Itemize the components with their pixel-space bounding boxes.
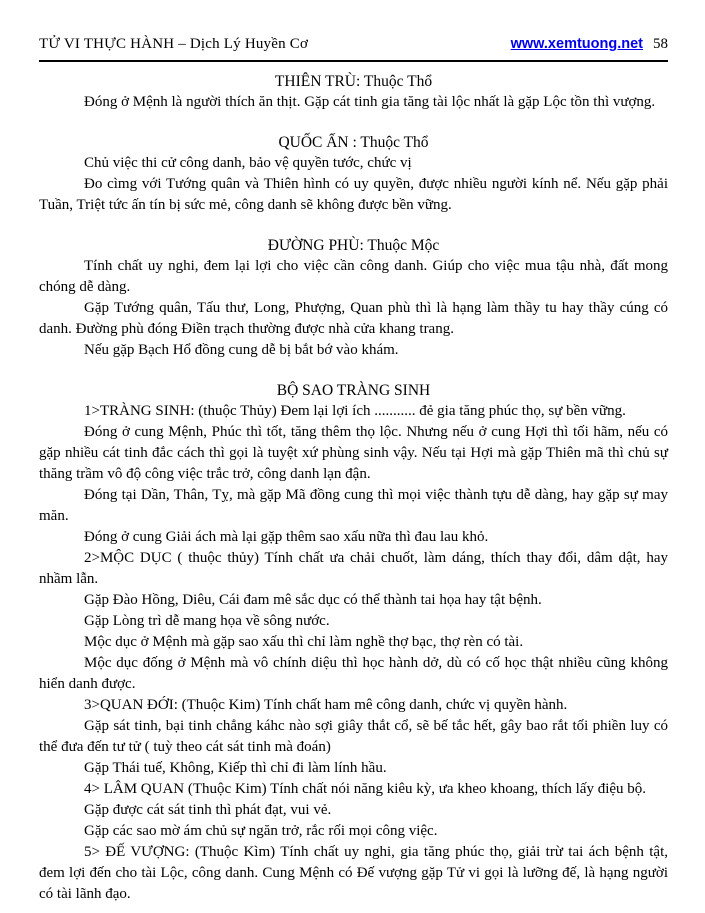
paragraph: 3>QUAN ĐỚI: (Thuộc Kim) Tính chất ham mê công danh, chức vị quyền hành. [84, 697, 568, 713]
section-heading: THIÊN TRÙ: Thuộc Thổ [274, 73, 433, 90]
paragraph: Gặp Tướng quân, Tấu thư, Long, Phượng, Quan phù thì là hạng làm thầy tu hay thầy cúng có danh. Đường phù đóng Điền trạch thường được nhà cửa khang trang. [39, 300, 668, 337]
paragraph: Mộc dục ở Mệnh mà gặp sao xấu thì chỉ làm nghề thợ bạc, thợ rèn có tài. [84, 634, 524, 650]
paragraph: Gặp Thái tuế, Không, Kiếp thì chỉ đi làm lính hầu. [84, 760, 387, 776]
paragraph: Nếu gặp Bạch Hổ đồng cung dễ bị bắt bớ vào khám. [84, 342, 399, 358]
section-thien-tru [39, 71, 668, 113]
section-heading: BỘ SAO TRÀNG SINH [276, 382, 431, 399]
paragraph: Gặp các sao mờ ám chủ sự ngăn trở, rắc rối mọi công việc. [84, 823, 438, 839]
paragraph: Chủ việc thi cử công danh, bảo vệ quyền tước, chức vị [84, 155, 412, 171]
document-title: TỬ VI THỰC HÀNH – Dịch Lý Huyền Cơ [39, 36, 309, 52]
paragraph: Gặp Lòng trì dễ mang họa về sông nước. [84, 613, 330, 629]
section-bo-sao-trang-sinh [39, 380, 668, 905]
section-quoc-an [39, 132, 668, 216]
paragraph: Đóng ở Mệnh là người thích ăn thịt. Gặp cát tinh gia tăng tài lộc nhất là gặp Lộc tồn thì vượng. [84, 94, 656, 110]
site-link[interactable]: www.xemtuong.net [510, 36, 643, 52]
header-rule [39, 60, 668, 62]
paragraph: Gặp được cát sát tinh thì phát đạt, vui vẻ. [84, 802, 332, 818]
section-heading: QUỐC ẤN : Thuộc Thổ [278, 134, 429, 151]
paragraph: Tính chất uy nghi, đem lại lợi cho việc cần công danh. Giúp cho việc mua tậu nhà, đất mong chóng dễ dàng. [39, 258, 668, 295]
paragraph: Đóng tại Dần, Thân, Tỵ, mà gặp Mã đồng cung thì mọi việc thành tựu dễ dàng, hay gặp sự may măn. [39, 487, 668, 524]
page-header [39, 36, 668, 53]
section-duong-phu [39, 235, 668, 361]
paragraph: 2>MỘC DỤC ( thuộc thủy) Tính chất ưa chải chuốt, làm dáng, thích thay đổi, dâm dật, hay nhầm lẫn. [39, 550, 668, 587]
paragraph: Đóng ở cung Giải ách mà lại gặp thêm sao xấu nữa thì đau lau khỏ. [84, 529, 489, 545]
section-heading: ĐƯỜNG PHÙ: Thuộc Mộc [267, 237, 440, 254]
paragraph: Đóng ở cung Mệnh, Phúc thì tốt, tăng thêm thọ lộc. Nhưng nếu ở cung Hợi thì tối hãm, nếu có gặp nhiều cát tinh đắc cách thì gọi là tuyệt xứ phùng sinh vậy. Nếu tại Hợi mà gặp Thiên mã thì chủ sự thăng trầm vô độ công việc trắc trở, công danh lạn đận. [39, 424, 668, 482]
page-number: 58 [653, 36, 668, 52]
paragraph: Gặp sát tinh, bại tinh chẳng káhc nào sợi giây thắt cổ, sẽ bế tắc hết, gây bao rắt tối phiền luy có thể đưa đến tư tử ( tuỳ theo cát sát tinh mà đoán) [39, 718, 668, 755]
paragraph: 5> ĐẾ VƯỢNG: (Thuộc Kìm) Tính chất uy nghi, gia tăng phúc thọ, giải trừ tai ách bệnh tật, đem lợi đến cho tài Lộc, công danh. Cung Mệnh có Đế vượng gặp Tử vi gọi là lưỡng đế, là hạng người có tài lãnh đạo. [39, 844, 668, 902]
paragraph: 4> LÂM QUAN (Thuộc Kim) Tính chất nói năng kiêu kỳ, ưa kheo khoang, thích lấy điệu bộ. [84, 781, 647, 797]
paragraph: 1>TRÀNG SINH: (thuộc Thủy) Đem lại lợi ích ........... đẻ gia tăng phúc thọ, sự bền vững. [84, 403, 626, 419]
document-body [39, 71, 668, 905]
paragraph: Đo cìmg với Tướng quân và Thiên hình có uy quyền, được nhiều người kính nể. Nếu gặp phải Tuần, Triệt tức ấn tín bị sức mẻ, công danh sẽ không được bền vững. [39, 176, 668, 213]
paragraph: Mộc dục đống ở Mệnh mà vô chính diệu thì học hành dở, dù có cố học thật nhiều cũng không hiển danh được. [39, 655, 668, 692]
paragraph: Gặp Đào Hồng, Diêu, Cái đam mê sắc dục có thể thành tai họa hay tật bệnh. [84, 592, 542, 608]
